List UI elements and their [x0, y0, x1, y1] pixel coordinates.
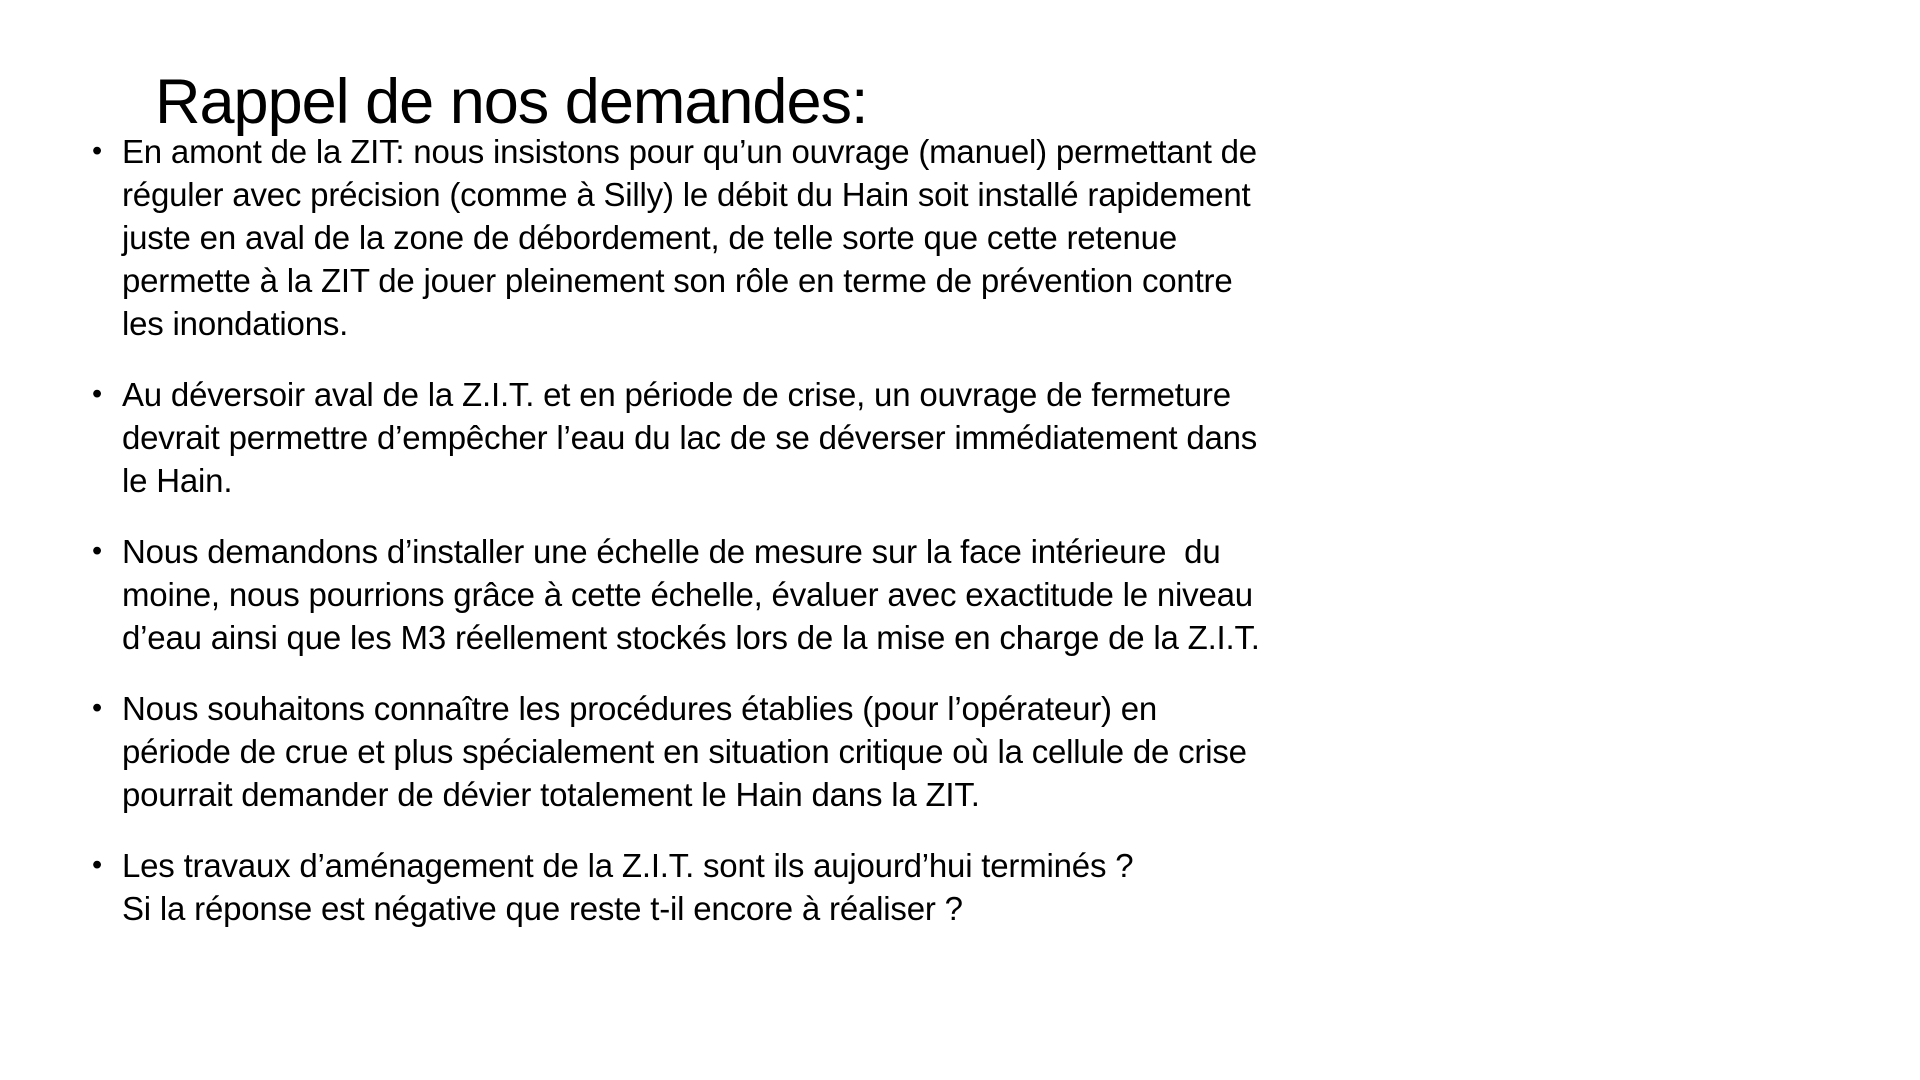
bullet-marker: •: [92, 692, 103, 724]
bullet-text: [122, 844, 1572, 930]
slide-body: [92, 130, 1572, 958]
bullet-line: d’eau ainsi que les M3 réellement stockés lors de la mise en charge de la Z.I.T.: [122, 619, 1260, 656]
bullet-line: Si la réponse est négative que reste t-il encore à réaliser ?: [122, 890, 963, 927]
bullet-line: permette à la ZIT de jouer pleinement son rôle en terme de prévention contre: [122, 262, 1233, 299]
bullet-marker: •: [92, 849, 103, 881]
bullet-line: Les travaux d’aménagement de la Z.I.T. sont ils aujourd’hui terminés ?: [122, 847, 1134, 884]
bullet-line: Nous demandons d’installer une échelle de mesure sur la face intérieure du: [122, 533, 1221, 570]
bullet-line: les inondations.: [122, 305, 349, 342]
bullet-text: [122, 130, 1572, 345]
bullet-line: réguler avec précision (comme à Silly) le débit du Hain soit installé rapidement: [122, 176, 1251, 213]
bullet-line: moine, nous pourrions grâce à cette échelle, évaluer avec exactitude le niveau: [122, 576, 1253, 613]
bullet-item: [92, 130, 1572, 345]
bullet-item: [92, 530, 1572, 659]
bullet-text: [122, 373, 1572, 502]
bullet-line: devrait permettre d’empêcher l’eau du lac de se déverser immédiatement dans: [122, 419, 1258, 456]
bullet-item: [92, 373, 1572, 502]
bullet-line: période de crue et plus spécialement en situation critique où la cellule de crise: [122, 733, 1247, 770]
bullet-item: [92, 687, 1572, 816]
bullet-text: [122, 687, 1572, 816]
bullet-marker: •: [92, 535, 103, 567]
bullet-line: le Hain.: [122, 462, 233, 499]
bullet-line: Au déversoir aval de la Z.I.T. et en période de crise, un ouvrage de fermeture: [122, 376, 1231, 413]
bullet-marker: •: [92, 378, 103, 410]
slide-title: Rappel de nos demandes:: [155, 67, 868, 138]
bullet-line: Nous souhaitons connaître les procédures établies (pour l’opérateur) en: [122, 690, 1158, 727]
bullet-marker: •: [92, 135, 103, 167]
bullet-line: pourrait demander de dévier totalement le Hain dans la ZIT.: [122, 776, 980, 813]
bullet-line: juste en aval de la zone de débordement, de telle sorte que cette retenue: [122, 219, 1177, 256]
bullet-line: En amont de la ZIT: nous insistons pour qu’un ouvrage (manuel) permettant de: [122, 133, 1257, 170]
bullet-text: [122, 530, 1572, 659]
bullet-item: [92, 844, 1572, 930]
